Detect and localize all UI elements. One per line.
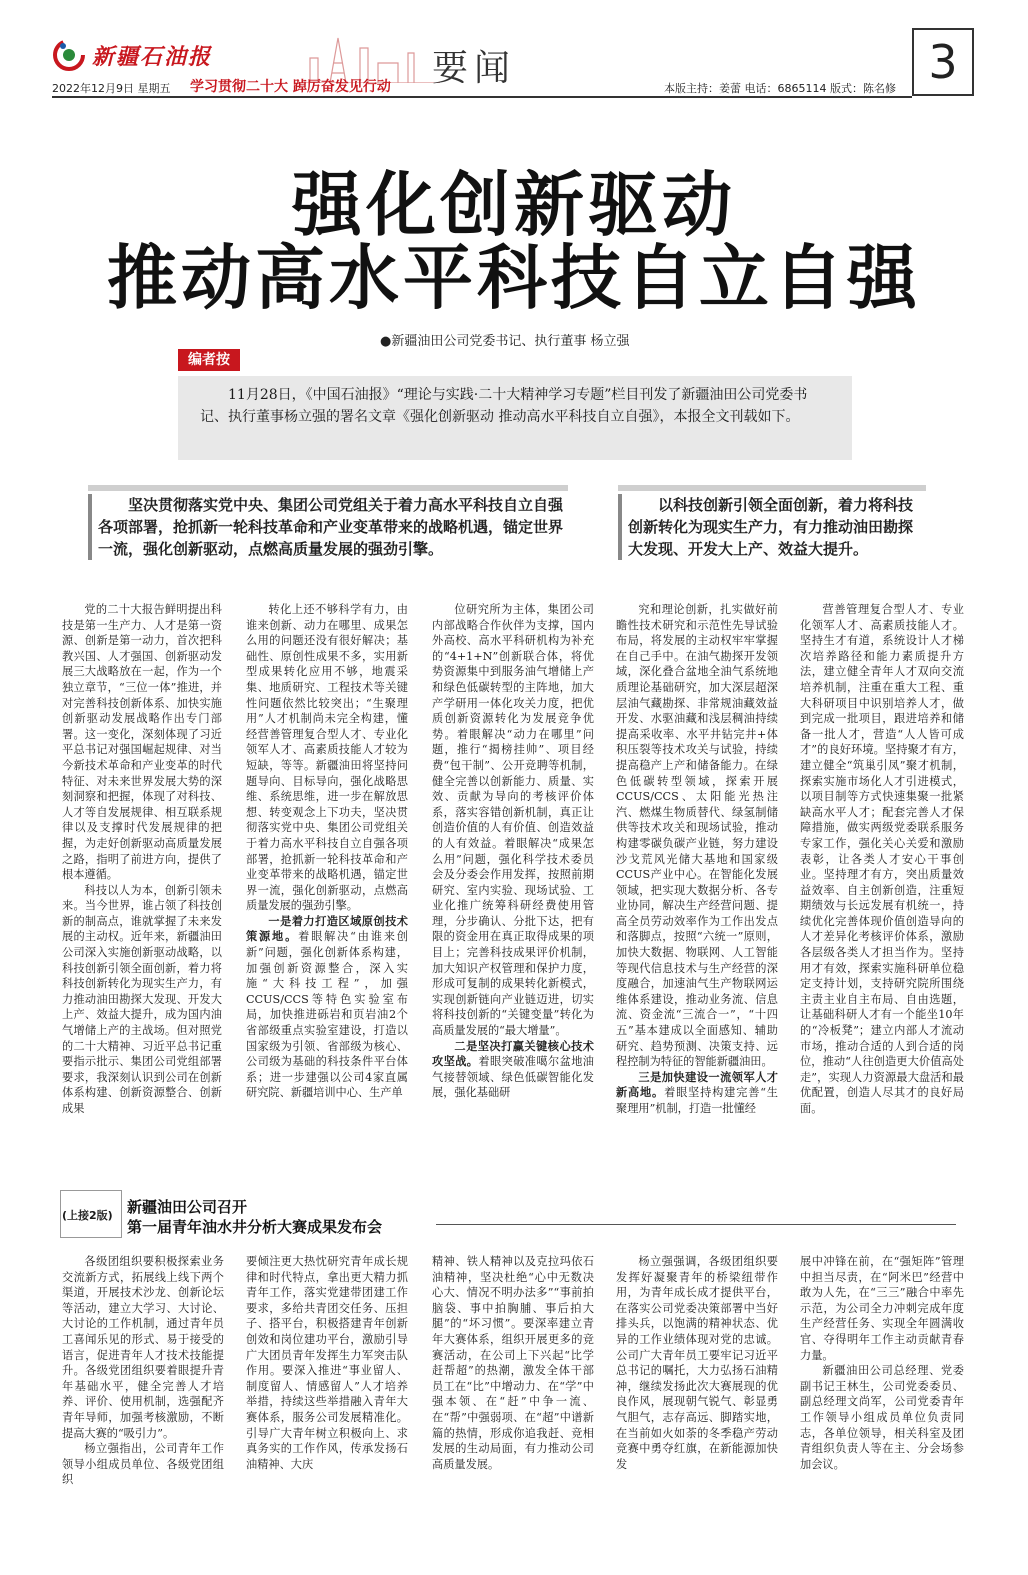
byline: ●新疆油田公司党委书记、执行董事 杨立强 <box>380 334 630 349</box>
issue-date: 2022年12月9日 星期五 <box>52 82 171 95</box>
paragraph: 科技以人为本，创新引领未来。当今世界，谁占领了科技创新的制高点，谁就掌握了未来发展的主动权。近年来，新疆油田公司深入实施创新驱动战略，以科技创新引领全面创新，着力将科技创新转化为现实生产力，有力推动油田勘探大发现、开发大上产、效益大提升，成为国内油气增储上产的主战场。但对照党的二十大精神、习近平总书记重要指示批示、集团公司党组部署要求，我深刻认识到公司在创新体系构建、创新资源整合、创新成果 <box>62 883 222 1115</box>
page-number: 3 <box>912 28 974 96</box>
slogan-banner: 学习贯彻二十大 踔厉奋发见行动 <box>190 79 391 95</box>
article2-title-rule <box>436 1224 956 1225</box>
paragraph: 新疆油田公司总经理、党委副书记王林生，公司党委委员、副总经理文尚军，公司党委青年工作领导小组成员单位负责同志，各单位领导，相关科室及团青组织负责人等在主、分会场参加会议。 <box>800 1364 964 1471</box>
article2-title-line-2: 第一届青年油水井分析大赛成果发布会 <box>127 1218 383 1236</box>
article1-column-1 <box>62 602 222 1142</box>
paragraph: 杨立强强调，各级团组织要发挥好凝聚青年的桥梁纽带作用，为青年成长成才提供平台，在落实公司党委决策部署中当好排头兵，以饱满的精神状态、优异的工作业绩体现对党的忠诚。公司广大青年员工要牢记习近平总书记的嘱托，大力弘扬石油精神，继续发扬此次大赛展现的优良作风，展现朝气锐气、彰显勇气胆气，志存高远、脚踏实地，在当前如火如荼的冬季稳产劳动竞赛中勇夺红旗，在新能源加快发 <box>616 1255 778 1471</box>
editor-note-label: 编者按 <box>178 349 240 371</box>
masthead-rule <box>52 96 912 98</box>
paragraph: 转化上还不够科学有力，由谁来创新、动力在哪里、成果怎么用的问题还没有很好解决；基础性、原创性成果不多，实用新型成果转化应用不够，地震采集、地质研究、工程技术等关键性问题依然比较突出；“生聚理用”人才机制尚未完全构建，懂经营善管理复合型人才、专业化领军人才、高素质技能人才较为短缺，等等。新疆油田将坚持问题导向、目标导向，强化战略思维、系统思维，进一步在解放思想、转变观念上下功夫，坚决贯彻落实党中央、集团公司党组关于着力高水平科技自立自强各项部署，抢抓新一轮科技革命和产业变革带来的战略机遇，锚定世界一流，强化创新驱动，点燃高质量发展的强劲引擎。 <box>246 603 408 913</box>
pull-quote-left: 坚决贯彻落实党中央、集团公司党组关于着力高水平科技自立自强各项部署，抢抓新一轮科技革命和产业变革带来的战略机遇，锚定世界一流，强化创新驱动，点燃高质量发展的强劲引擎。 <box>88 494 568 560</box>
paragraph: 党的二十大报告鲜明提出科技是第一生产力、人才是第一资源、创新是第一动力，首次把科教兴国、人才强国、创新驱动发展三大战略放在一起，作为一个独立章节，“三位一体”推进，并对完善科技创新体系、加快实施创新驱动发展战略作出专门部署。这一变化，深刻体现了习近平总书记对强国崛起规律、对当今新技术革命和产业变革的时代特征、对未来世界发展大势的深刻洞察和把握，体现了对科技、人才等自发展规律、相互联系规律以及支撑时代发展规律的把握，为走好创新驱动高质量发展之路，指明了前进方向，提供了根本遵循。 <box>62 603 222 882</box>
paragraph: 展中冲锋在前，在“强矩阵”管理中担当尽责，在“阿米巴”经营中敢为人先，在“三三”融合中率先示范，为公司全力冲刺完成年度生产经营任务、实现全年圆满收官、夺得明年工作主动贡献青春力量。 <box>800 1255 964 1362</box>
section-title: 要闻 <box>432 48 517 89</box>
continued-from-tag: (上接2版) <box>62 1209 113 1222</box>
newspaper-name: 新疆石油报 <box>92 44 213 70</box>
paragraph: 究和理论创新，扎实做好前瞻性技术研究和示范性先导试验布局，将发展的主动权牢牢掌握在自己手中。在油气勘探开发领域，深化叠合盆地全油气系统地质理论基础研究，加大深层超深层油气藏勘探、非常规油藏效益开发、水驱油藏和浅层稠油持续提高采收率、水平井钻完井+体积压裂等技术攻关与试验，持续提高稳产上产和储备能力。在绿色低碳转型领域，探索开展CCUS/CCS、太阳能光热注汽、燃煤生物质替代、绿氢制储供等技术攻关和现场试验，推动构建零碳负碳产业链，努力建设沙戈荒风光储大基地和国家级CCUS产业中心。在智能化发展领域，把实现大数据分析、各专业协同，解决生产经营问题、提高全员劳动效率作为工作出发点和落脚点，按照“六统一”原则，加快大数据、物联网、人工智能等现代信息技术与生产经营的深度融合，加速油气生产物联网运维体系建设，推动业务流、信息流、资金流“三流合一”，“十四五”基本建成以全面感知、辅助研究、趋势预测、决策支持、远程控制为特征的智能新疆油田。 <box>616 603 778 1069</box>
paragraph: 着眼坚持构建完善“生聚理用”机制，打造一批懂经 <box>616 1086 778 1115</box>
pull-quote-right-bar <box>618 485 926 491</box>
article2-column-1 <box>62 1254 224 1494</box>
subheading: 一是着力打造区域原创技术策源地。 <box>246 913 408 944</box>
subheading: 二是坚决打赢关键核心技术攻坚战。 <box>432 1038 594 1069</box>
article1-column-5 <box>800 602 964 1142</box>
paragraph: 精神、铁人精神以及克拉玛依石油精神，坚决杜绝“心中无数决心大、情况不明办法多”“事前拍脑袋、事中拍胸脯、事后拍大腿”的“坏习惯”。要深率建立青年大赛体系，组织开展更多的竞赛活动，在公司上下兴起“比学赶帮超”的热潮，激发全体干部员工在“比”中增动力、在“学”中强本领、在“赶”中争一流、在“帮”中强弱项、在“超”中谱新篇的热情，形成你追我赶、竞相发展的生动局面，有力推动公司高质量发展。 <box>432 1255 594 1471</box>
pull-quote-right: 以科技创新引领全面创新，着力将科技创新转化为现实生产力，有力推动油田勘探大发现、开发大上产、效益大提升。 <box>618 494 926 560</box>
paragraph: 位研究所为主体，集团公司内部战略合作伙伴为支撑，国内外高校、高水平科研机构为补充的“4+1+N”创新联合体，将优势资源集中到服务油气增储上产和绿色低碳转型的主阵地，加大产学研用一体化攻关力度，把优质创新资源转化为发展竞争优势。着眼解决“动力在哪里”问题，推行“揭榜挂帅”、项目经费“包干制”、公开竞聘等机制，健全完善以创新能力、质量、实效、贡献为导向的考核评价体系，落实容错创新机制，真正让创造价值的人有价值、创造效益的人有效益。着眼解决“成果怎么用”问题，强化科学技术委员会及分委会作用发挥，按照前期研究、室内实验、现场试验、工业化推广统筹科研经费使用管理，分步确认、分批下达，把有限的资金用在真正取得成果的项目上；完善科技成果评价机制，加大知识产权管理和保护力度，形成可复制的成果转化新模式，实现创新链向产业链迈进，切实将科技创新的“关键变量”转化为高质量发展的“最大增量”。 <box>432 603 594 1038</box>
paragraph: 杨立强指出，公司青年工作领导小组成员单位、各级党团组织 <box>62 1442 224 1487</box>
headline-line-2: 推动高水平科技自立自强 <box>107 237 921 319</box>
paragraph: 着眼解决“由谁来创新”问题，强化创新体系构建，加强创新资源整合，深入实施“大科技工程”，加强CCUS/CCS等特色实验室布局，加快推进砾岩和页岩油2个省部级重点实验室建设，打造以国家级为引领、省部级为核心、公司级为基础的科技条件平台体系；进一步建强以公司4家直属研究院、新疆培训中心、生产单 <box>246 930 408 1100</box>
article2-column-2 <box>246 1254 408 1494</box>
paragraph: 各级团组织要积极探索业务交流新方式，拓展线上线下两个渠道，开展技术沙龙、创新论坛等活动，建立大学习、大讨论、大讨论的工作机制，通过青年员工喜闻乐见的形式、易于接受的语言，促进青年人才技术技能提升。各级党团组织要着眼提升青年基础水平，健全完善人才培养、评价、使用机制，选强配齐青年导师，加强考核激励，不断提高大赛的“吸引力”。 <box>62 1255 224 1440</box>
headline-line-1: 强化创新驱动 <box>292 164 736 246</box>
article1-column-2 <box>246 602 408 1142</box>
article2-title-line-1: 新疆油田公司召开 <box>127 1198 248 1216</box>
article1-column-4 <box>616 602 778 1142</box>
refinery-illustration-icon <box>300 28 440 83</box>
article2-column-4 <box>616 1254 778 1494</box>
pull-quote-left-bar <box>88 485 568 491</box>
paragraph: 营善管理复合型人才、专业化领军人才、高素质技能人才。坚持生才有道，系统设计人才梯次培养路径和能力素质提升方法，建立健全青年人才双向交流培养机制，注重在重大工程、重大科研项目中识别培养人才，做到完成一批项目，跟进培养和储备一批人才，营造“人人皆可成才”的良好环境。坚持聚才有方，建立健全“筑巢引凤”聚才机制，探索实施市场化人才引进模式，以项目制等方式快速集聚一批紧缺高水平人才；配套完善人才保障措施，做实两级党委联系服务专家工作，强化关心关爱和激励表彰，让各类人才安心干事创业。坚持理才有方，突出质量效益效率、自主创新创造，注重短期绩效与长远发展有机统一，持续优化完善体现价值创造导向的人才差异化考核评价体系，激励各层级各类人才担当作为。坚持用才有效，探索实施科研单位稳定支持计划，支持研究院所围绕主责主业自主布局、自由选题，让基础科研人才有一个能坐10年的“冷板凳”；建立内部人才流动市场，推动合适的人到合适的岗位，推动“人往创造更大价值高处走”，实现人力资源最大盘活和最优配置，创造人尽其才的良好局面。 <box>800 603 964 1115</box>
paragraph: 着眼突破准噶尔盆地油气接替领域、绿色低碳智能化发展，强化基础研 <box>432 1055 594 1100</box>
article2-column-5 <box>800 1254 964 1494</box>
masthead <box>0 0 1028 100</box>
article2-column-3 <box>432 1254 594 1494</box>
article1-column-3 <box>432 602 594 1142</box>
paragraph: 要倾注更大热忱研究青年成长规律和时代特点，拿出更大精力抓青年工作，落实党建带团建工作要求，多给共青团交任务、压担子、搭平台，积极搭建青年创新创效和岗位建功平台，激励引导广大团员青年发挥生力军突击队作用。要深入推进“事业留人、制度留人、情感留人”人才培养举措，持续这些举措融入青年大赛体系，服务公司发展精准化。引导广大青年树立积极向上、求真务实的工作作风，传承发扬石油精神、大庆 <box>246 1255 408 1471</box>
editor-note: 11月28日，《中国石油报》“理论与实践·二十大精神学习专题”栏目刊发了新疆油田公司党委书记、执行董事杨立强的署名文章《强化创新驱动 推动高水平科技自立自强》，本报全文刊载如下。 <box>178 376 852 460</box>
newspaper-logo-icon <box>52 38 86 72</box>
subheading: 三是加快建设一流领军人才新高地。 <box>616 1069 778 1100</box>
editor-credits: 本版主持：姜蕾 电话：6865114 版式：陈名修 <box>664 82 896 95</box>
